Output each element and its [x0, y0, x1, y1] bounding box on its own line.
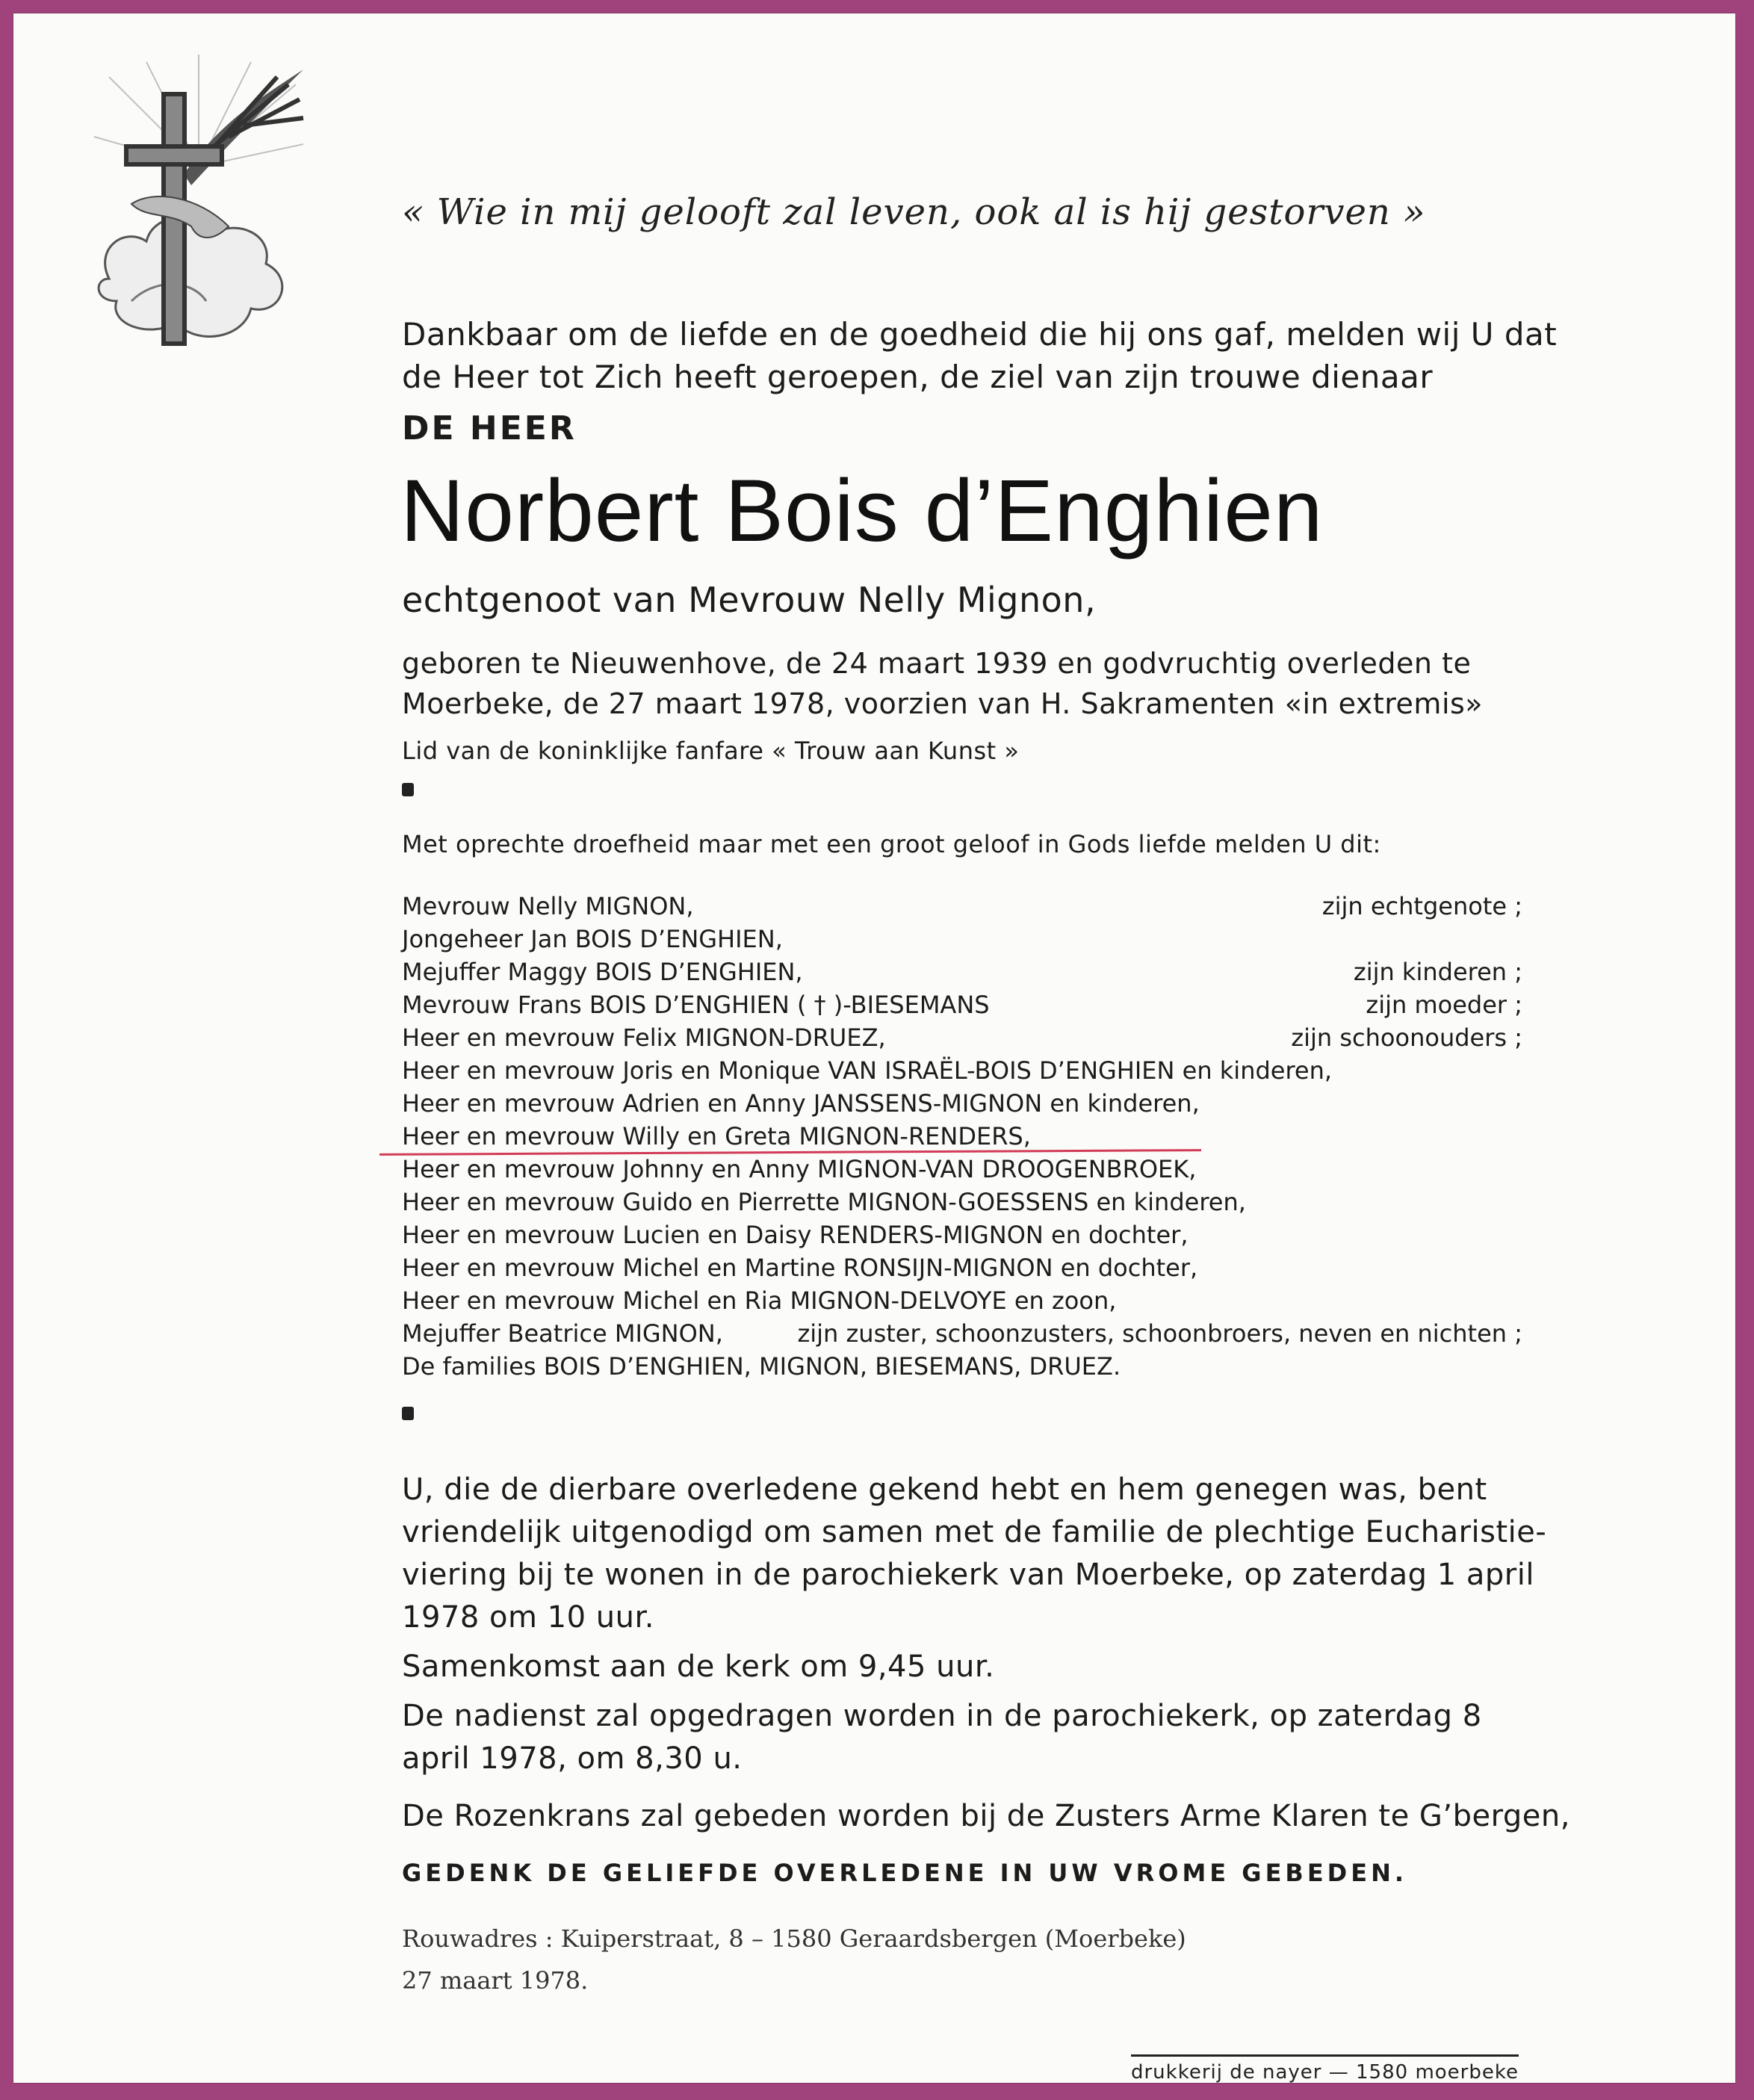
intro-line-1: Dankbaar om de liefde en de goedheid die hij ons gaf, melden wij U dat	[402, 316, 1558, 353]
invitation-line-1: U, die de dierbare overledene gekend hebt en hem genegen was, bent	[402, 1472, 1487, 1507]
invitation-line-3: viering bij te wonen in de parochiekerk van Moerbeke, op zaterdag 1 april	[402, 1558, 1534, 1592]
family-name: Heer en mevrouw Michel en Ria MIGNON-DELVOYE en zoon,	[402, 1286, 1117, 1315]
family-row	[402, 958, 1522, 988]
family-row	[402, 925, 1522, 955]
spouse-line: echtgenoot van Mevrouw Nelly Mignon,	[402, 580, 1097, 620]
family-relation: zijn zuster, schoonzusters, schoonbroers, neven en nichten ;	[797, 1319, 1522, 1348]
family-row	[402, 1089, 1522, 1119]
bullet-divider	[402, 783, 414, 796]
family-name: Heer en mevrouw Felix MIGNON-DRUEZ,	[402, 1023, 886, 1052]
remember-line: GEDENK DE GELIEFDE OVERLEDENE IN UW VROME GEBEDEN.	[402, 1859, 1408, 1887]
family-row	[402, 1122, 1522, 1152]
family-row	[402, 1023, 1522, 1053]
family-name: Heer en mevrouw Adrien en Anny JANSSENS-MIGNON en kinderen,	[402, 1089, 1200, 1118]
family-row	[402, 1254, 1522, 1283]
announce-line: Met oprechte droefheid maar met een groot geloof in Gods liefde melden U dit:	[402, 830, 1381, 858]
birth-line-1: geboren te Nieuwenhove, de 24 maart 1939 en godvruchtig overleden te	[402, 647, 1472, 680]
notice-date: 27 maart 1978.	[402, 1966, 589, 1995]
printer-credit: drukkerij de nayer — 1580 moerbeke	[1131, 2054, 1519, 2084]
family-name: Heer en mevrouw Michel en Martine RONSIJN-MIGNON en dochter,	[402, 1254, 1198, 1282]
family-name: Mejuffer Maggy BOIS D’ENGHIEN,	[402, 958, 803, 986]
family-relation: zijn kinderen ;	[1353, 958, 1522, 986]
family-row	[402, 1056, 1522, 1086]
service-line-1: De nadienst zal opgedragen worden in de parochiekerk, op zaterdag 8	[402, 1699, 1482, 1733]
intro-line-2: de Heer tot Zich heeft geroepen, de ziel van zijn trouwe dienaar	[402, 359, 1434, 395]
family-relation: zijn moeder ;	[1366, 991, 1522, 1019]
family-name: Heer en mevrouw Johnny en Anny MIGNON-VAN DROOGENBROEK,	[402, 1155, 1197, 1183]
family-row	[402, 1155, 1522, 1185]
bullet-divider	[402, 1407, 414, 1420]
family-name: Heer en mevrouw Lucien en Daisy RENDERS-MIGNON en dochter,	[402, 1221, 1189, 1249]
invitation-line-4: 1978 om 10 uur.	[402, 1600, 654, 1635]
member-line: Lid van de koninklijke fanfare « Trouw aan Kunst »	[402, 737, 1020, 765]
family-name: Mejuffer Beatrice MIGNON,	[402, 1319, 723, 1348]
mourning-address: Rouwadres : Kuiperstraat, 8 – 1580 Geraardsbergen (Moerbeke)	[402, 1924, 1186, 1953]
service-line-2: april 1978, om 8,30 u.	[402, 1741, 743, 1776]
family-row	[402, 1319, 1522, 1349]
title-label: DE HEER	[402, 409, 577, 447]
family-name: Jongeheer Jan BOIS D’ENGHIEN,	[402, 925, 783, 953]
family-relation: zijn echtgenote ;	[1321, 892, 1522, 920]
family-row	[402, 1221, 1522, 1251]
family-name: Heer en mevrouw Willy en Greta MIGNON-RENDERS,	[402, 1122, 1031, 1150]
family-name: Heer en mevrouw Guido en Pierrette MIGNON-GOESSENS en kinderen,	[402, 1188, 1246, 1216]
birth-line-2: Moerbeke, de 27 maart 1978, voorzien van H. Sakramenten «in extremis»	[402, 687, 1484, 720]
family-name: Heer en mevrouw Joris en Monique VAN ISRAËL-BOIS D’ENGHIEN en kinderen,	[402, 1056, 1333, 1085]
deceased-name: Norbert Bois d’Enghien	[400, 462, 1324, 560]
family-row	[402, 892, 1522, 922]
bible-quote: « Wie in mij gelooft zal leven, ook al is hij gestorven »	[402, 191, 1426, 233]
family-row	[402, 991, 1522, 1020]
gathering-line: Samenkomst aan de kerk om 9,45 uur.	[402, 1650, 995, 1684]
family-row	[402, 1286, 1522, 1316]
cross-emblem-icon	[87, 55, 311, 376]
family-name: Mevrouw Nelly MIGNON,	[402, 892, 694, 920]
family-name: De families BOIS D’ENGHIEN, MIGNON, BIESEMANS, DRUEZ.	[402, 1352, 1121, 1381]
invitation-line-2: vriendelijk uitgenodigd om samen met de familie de plechtige Eucharistie-	[402, 1515, 1547, 1549]
rosary-line: De Rozenkrans zal gebeden worden bij de Zusters Arme Klaren te G’bergen,	[402, 1799, 1570, 1833]
family-relation: zijn schoonouders ;	[1291, 1023, 1522, 1052]
family-row	[402, 1352, 1522, 1382]
death-notice-card	[13, 13, 1735, 2083]
family-name: Mevrouw Frans BOIS D’ENGHIEN ( † )-BIESEMANS	[402, 991, 990, 1019]
family-row	[402, 1188, 1522, 1218]
